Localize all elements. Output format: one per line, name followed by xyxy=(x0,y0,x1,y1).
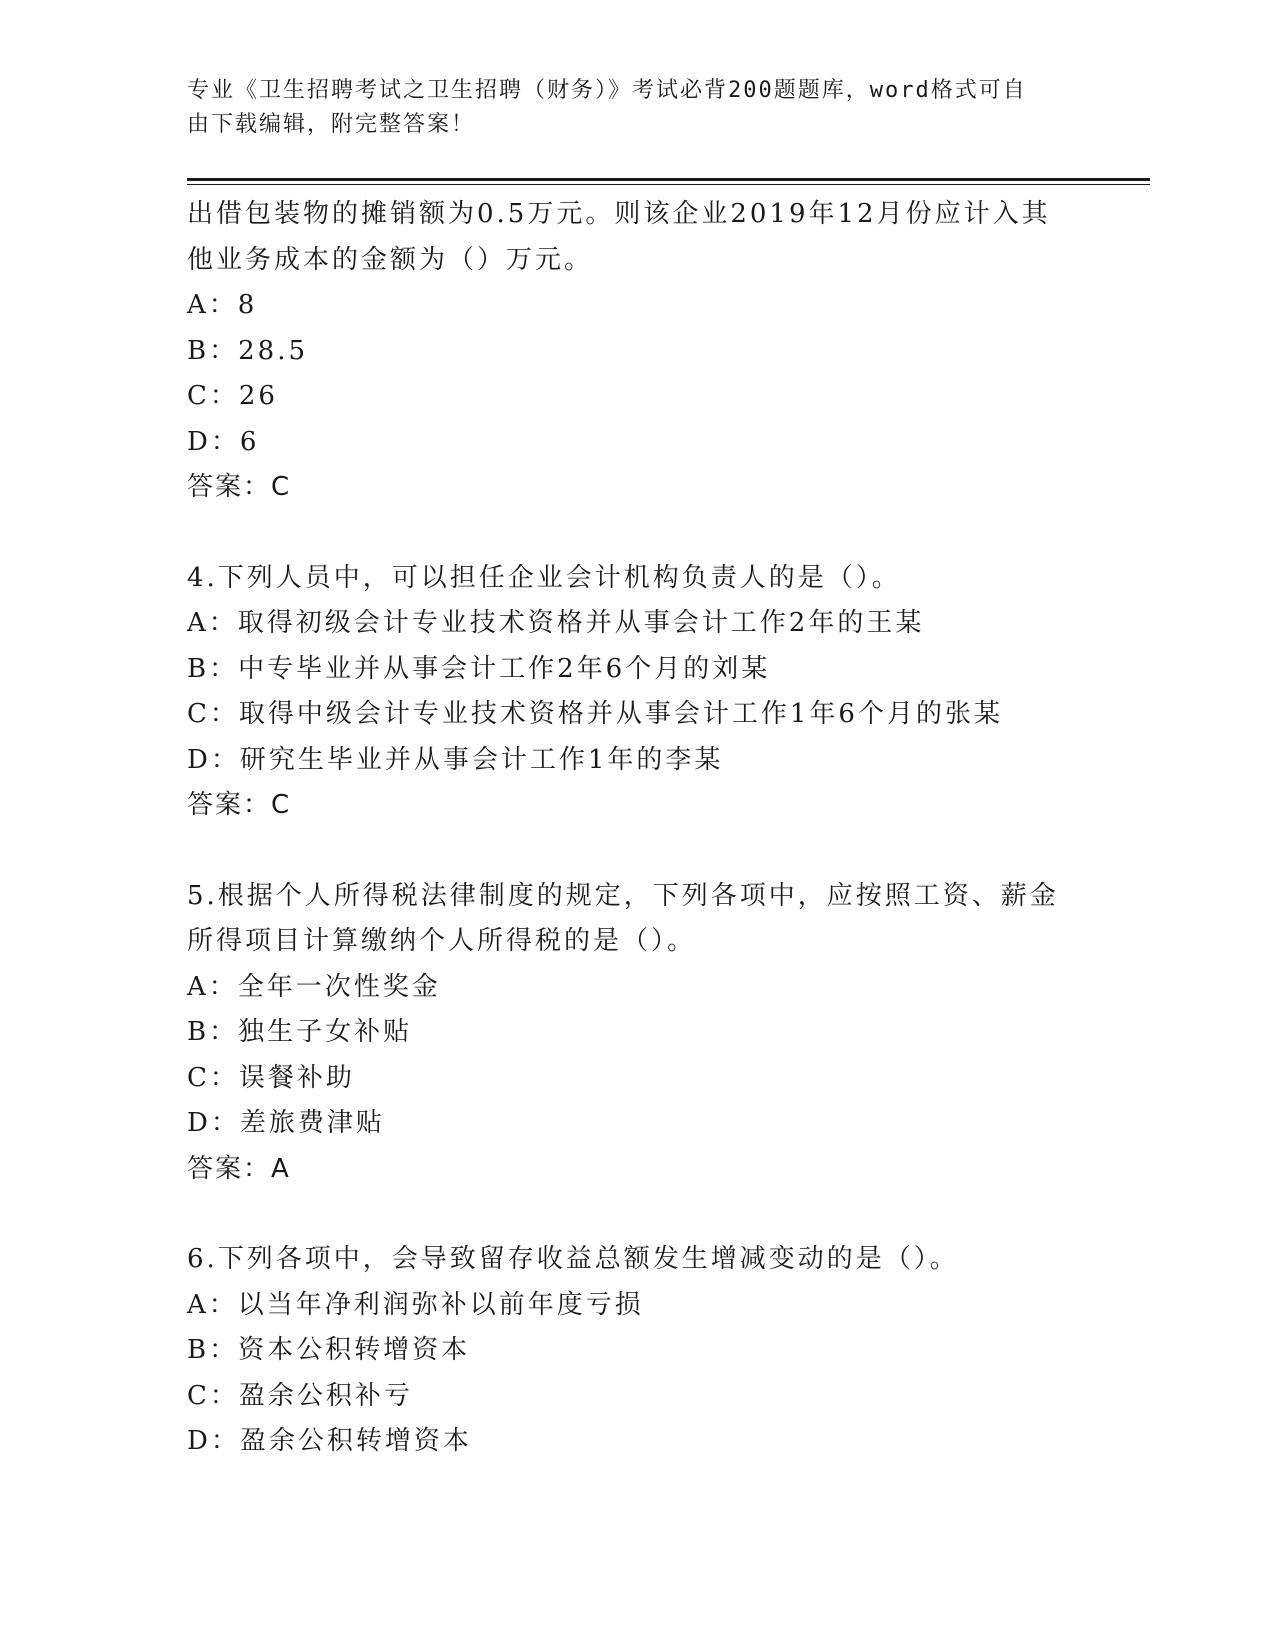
header-line-1: 专业《卫生招聘考试之卫生招聘（财务）》考试必背200题题库，word格式可自 xyxy=(187,78,1027,103)
header-line-2: 由下载编辑，附完整答案！ xyxy=(187,112,476,137)
question-stem: 4.下列人员中，可以担任企业会计机构负责人的是（）。 xyxy=(187,562,901,593)
option-b: B：中专毕业并从事会计工作2年6个月的刘某 xyxy=(187,653,771,684)
option-d: D：盈余公积转增资本 xyxy=(187,1426,472,1456)
option-c: C：26 xyxy=(187,381,278,411)
question-gap xyxy=(187,1192,1087,1237)
question-6 xyxy=(187,1237,1087,1465)
header-rule-thin xyxy=(187,184,1150,185)
option-a: A：8 xyxy=(187,290,258,320)
answer-line: 答案：C xyxy=(187,790,292,820)
option-c: C：取得中级会计专业技术资格并从事会计工作1年6个月的张某 xyxy=(187,699,1003,729)
question-stem: 所得项目计算缴纳个人所得税的是（）。 xyxy=(187,926,697,956)
question-4 xyxy=(187,556,1087,829)
option-b: B：资本公积转增资本 xyxy=(187,1335,471,1365)
option-a: A：取得初级会计专业技术资格并从事会计工作2年的王某 xyxy=(187,608,925,638)
header-rule-thick xyxy=(187,178,1150,181)
question-stem: 5.根据个人所得税法律制度的规定，下列各项中，应按照工资、薪金 xyxy=(187,880,1059,911)
question-stem: 他业务成本的金额为（）万元。 xyxy=(187,244,594,275)
question-3 xyxy=(187,192,1087,511)
question-stem: 6.下列各项中，会导致留存收益总额发生增减变动的是（）。 xyxy=(187,1244,959,1274)
question-gap xyxy=(187,829,1087,874)
question-5 xyxy=(187,874,1087,1193)
document-header xyxy=(187,74,1067,142)
option-d: D：研究生毕业并从事会计工作1年的李某 xyxy=(187,744,724,775)
answer-line: 答案：A xyxy=(187,1153,291,1184)
option-b: B：28.5 xyxy=(187,335,308,366)
option-a: A：以当年净利润弥补以前年度亏损 xyxy=(187,1289,644,1320)
option-c: C：盈余公积补亏 xyxy=(187,1380,413,1411)
answer-line: 答案：C xyxy=(187,472,292,502)
option-a: A：全年一次性奖金 xyxy=(187,971,441,1002)
question-gap xyxy=(187,511,1087,556)
option-b: B：独生子女补贴 xyxy=(187,1017,413,1047)
question-content xyxy=(187,192,1087,1465)
option-c: C：误餐补助 xyxy=(187,1062,355,1093)
question-stem: 出借包装物的摊销额为0.5万元。则该企业2019年12月份应计入其 xyxy=(187,199,1051,229)
option-d: D：差旅费津贴 xyxy=(187,1108,385,1138)
option-d: D：6 xyxy=(187,426,260,457)
